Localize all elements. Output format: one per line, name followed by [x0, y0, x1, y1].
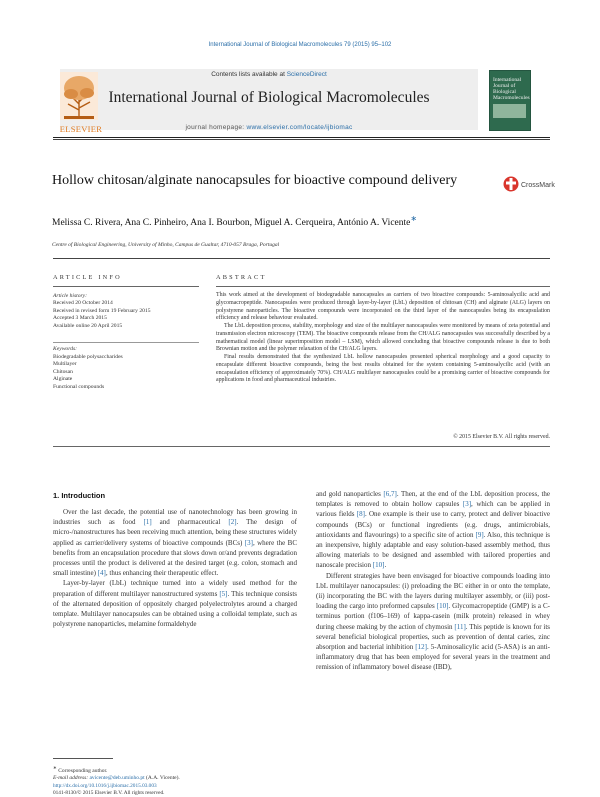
title-rule	[53, 258, 550, 259]
journal-cover	[489, 70, 531, 131]
body-text: , where the BC benefits from an encapsulation procedure that slows down or/and prevents degradation processes until the product is delivered at the desired target (e.g. colon, stomach and small intestine)	[53, 538, 297, 578]
introduction-heading: 1. Introduction	[53, 491, 106, 500]
corresponding-author-mark[interactable]: ∗	[410, 214, 417, 223]
corresponding-text: Corresponding author.	[56, 767, 108, 774]
body-text: and gold nanoparticles	[316, 490, 384, 498]
article-title: Hollow chitosan/alginate nanocapsules for bioactive compound delivery	[52, 173, 458, 188]
article-info-heading: ARTICLE INFO	[53, 274, 122, 281]
footnote	[53, 764, 297, 782]
body-text: . Glycomacropeptide (GMP) is a C-terminus portion (f106–169) of kappa-casein (milk protein) released in whey during cheese making by the action of chymosin	[316, 602, 550, 631]
email-link[interactable]: avicente@deb.uminho.pt	[89, 774, 145, 781]
citation-link[interactable]: [12]	[415, 643, 427, 652]
body-text: . Also, this technique is an inexpensive, highly adaptable and easy solution-based assembly method, thus allowing materials to be designed and assembled with tailored properties and nanoscale precision	[316, 530, 550, 570]
contents-line	[60, 71, 478, 78]
keyword-item: Functional compounds	[53, 383, 105, 390]
crossmark-badge[interactable]	[503, 175, 559, 193]
history-item: Available online 20 April 2015	[53, 322, 123, 329]
authors-text: Melissa C. Rivera, Ana C. Pinheiro, Ana I. Bourbon, Miguel A. Cerqueira, António A. Vicente	[52, 218, 411, 229]
cover-title: International Journal of Biological Macromolecules	[493, 77, 530, 101]
body-text: Over the last decade, the potential use of nanotechnology has been growing in industries such as food	[53, 508, 297, 527]
body-text: . This technique consists of the alternated deposition of oppositely charged polyelectrolytes around a charged template. Multilayer nanocapsules can be obtained using a colloidal template, such as polystyrene nanoparticles, melamine formaldehyde	[53, 589, 297, 629]
body-paragraph	[53, 578, 297, 629]
keywords	[53, 346, 199, 392]
body-paragraph	[316, 489, 550, 571]
body-text: and pharmaceutical	[151, 518, 229, 527]
citation-link[interactable]: [4]	[97, 569, 106, 578]
masthead-rule-thin	[53, 139, 550, 140]
history-label: Article history:	[53, 293, 88, 299]
abstract-paragraph: This work aimed at the development of biodegradable nanocapsules as carriers of two bioactive compounds: 5-aminosalycilic acid and glycomacropeptide. Nanocapsules were produced through layer-by-layer (LbL) deposition of chitosan (CH) and alginate (ALG) layers on polystyrene nanoparticles. The bioactive compounds were incorporated on the third layer of the nanocapsules being its encapsulation efficiency and release behaviour evaluated.	[216, 292, 550, 322]
email-suffix: (A.A. Vicente).	[144, 774, 180, 781]
citation-link[interactable]: [8]	[356, 510, 365, 519]
affiliation: Centre of Biological Engineering, University of Minho, Campus de Gualtar, 4710-057 Braga, Portugal	[52, 242, 280, 248]
masthead-rule	[53, 137, 550, 138]
citation-link[interactable]: [1]	[143, 518, 152, 527]
keywords-label: Keywords:	[53, 346, 78, 352]
citation-link[interactable]: [5]	[219, 589, 228, 598]
body-text: . 5-Aminosalicylic acid (5-ASA) is an anti-inflammatory drug that has been employed for several years in the treatment and remission of inflammatory bowel disease (IBD),	[316, 643, 551, 672]
running-head[interactable]: International Journal of Biological Macromolecules 79 (2015) 95–102	[208, 42, 392, 48]
citation-link[interactable]: [10]	[372, 561, 385, 570]
footnote-rule	[53, 758, 113, 759]
citation-link[interactable]: [10]	[436, 602, 449, 611]
doi-link[interactable]: http://dx.doi.org/10.1016/j.ijbiomac.2015.03.003	[53, 783, 157, 789]
body-text: . One example is their use to carry, protect and deliver bioactive compounds (BCs) or functional ingredients (e.g. drugs, antimicrobials, antioxidants and flavourings) to a specific site of action	[316, 510, 550, 539]
body-text: , thus enhancing their therapeutic effect.	[105, 569, 219, 578]
sciencedirect-link[interactable]: ScienceDirect	[286, 71, 327, 78]
body-column-right	[316, 489, 550, 673]
citation-link[interactable]: [9]	[475, 530, 484, 539]
journal-title: International Journal of Biological Macromolecules	[108, 89, 430, 106]
crossmark-label: CrossMark	[521, 182, 555, 189]
body-text: .	[384, 561, 387, 570]
body-text: , which can be applied in various fields	[316, 500, 550, 519]
body-text: . This peptide is known for its several beneficial biological properties, such as prevention of dental caries, zinc absorption and bacterial inhibition	[316, 622, 551, 652]
homepage-prefix: journal homepage:	[185, 124, 247, 131]
abstract-paragraph: The LbL deposition process, stability, morphology and size of the multilayer nanocapsules were monitored by means of zeta potential and transmission electron microscopy (TEM). The bioactive compounds release from the CH/ALG nanocapsules was successfully described by a mathematical model (linear superimposition model – LSM), which allowed concluding that bioactive compounds release is due to both Brownian motion and the polymer relaxation of the CH/ALG layers.	[216, 323, 550, 353]
body-paragraph	[316, 571, 550, 673]
keyword-item: Biodegradable polysaccharides	[53, 353, 123, 360]
history-item: Received 20 October 2014	[53, 300, 113, 307]
abstract-paragraph: Final results demonstrated that the synthesized LbL hollow nanocapsules presented spherical morphology and a good capacity to encapsulate different bioactive compounds, being the best results obtained for the system containing 5-aminosalycilic acid (with an encapsulation efficiency of approximately 70%). CH/ALG multilayer nanocapsules could be a promising carrier of bioactive compounds for applications in food and pharmaceutical industries.	[216, 354, 550, 384]
contents-prefix: Contents lists available at	[211, 71, 287, 78]
corresponding-note	[53, 764, 297, 775]
keyword-item: Alginate	[53, 376, 73, 383]
email-line	[53, 775, 297, 782]
journal-homepage	[60, 124, 478, 131]
citation-link[interactable]: [6,7]	[383, 490, 397, 498]
issn-line: 0141-8130/© 2015 Elsevier B.V. All rights reserved.	[53, 790, 165, 796]
footnote-mark: ∗	[53, 765, 57, 770]
citation-link[interactable]: [2]	[228, 518, 237, 527]
cover-image	[493, 104, 526, 118]
keywords-rule	[53, 342, 199, 343]
email-label: E-mail address:	[53, 774, 89, 781]
history-item: Received in revised form 19 February 2015	[53, 307, 151, 314]
abstract-copyright: © 2015 Elsevier B.V. All rights reserved.	[453, 434, 550, 440]
body-column-left	[53, 507, 297, 629]
abstract-bottom-rule	[53, 446, 550, 447]
body-text: Different strategies have been envisaged for bioactive compounds loading into LbL multilayer nanocapsules: (i) preloading the BC either in or onto the template, (ii) incorporating the BC with the layers during multilayer assembly, or (iii) post-loading the cargo into preformed capsules	[316, 571, 550, 611]
citation-link[interactable]: [3]	[244, 538, 253, 547]
author-list	[52, 212, 462, 230]
article-info-rule	[53, 286, 199, 287]
citation-link[interactable]: [11]	[454, 622, 466, 631]
abstract-heading: ABSTRACT	[216, 274, 267, 281]
body-paragraph	[53, 507, 297, 578]
keyword-item: Multilayer	[53, 361, 77, 368]
homepage-link[interactable]: www.elsevier.com/locate/ijbiomac	[246, 124, 353, 131]
body-text: . The design of micro-/nanostructures has been receiving much attention, being these structures widely applied as carrier/delivery systems of bioactive compounds (BCs)	[53, 518, 297, 547]
article-history	[53, 293, 199, 330]
history-item: Accepted 3 March 2015	[53, 315, 107, 322]
body-text: . Then, at the end of the LbL deposition process, the templates is removed to obtain hollow capsules	[316, 490, 551, 509]
citation-link[interactable]: [3]	[462, 500, 472, 509]
elsevier-tree-logo	[56, 70, 102, 130]
body-text: Layer-by-layer (LbL) technique turned into a widely used method for the preparation of different multilayer nanostructured systems	[53, 579, 297, 598]
keyword-item: Chitosan	[53, 368, 73, 375]
elsevier-wordmark: ELSEVIER	[59, 124, 103, 134]
abstract-rule	[216, 286, 550, 287]
abstract-body	[216, 292, 550, 385]
